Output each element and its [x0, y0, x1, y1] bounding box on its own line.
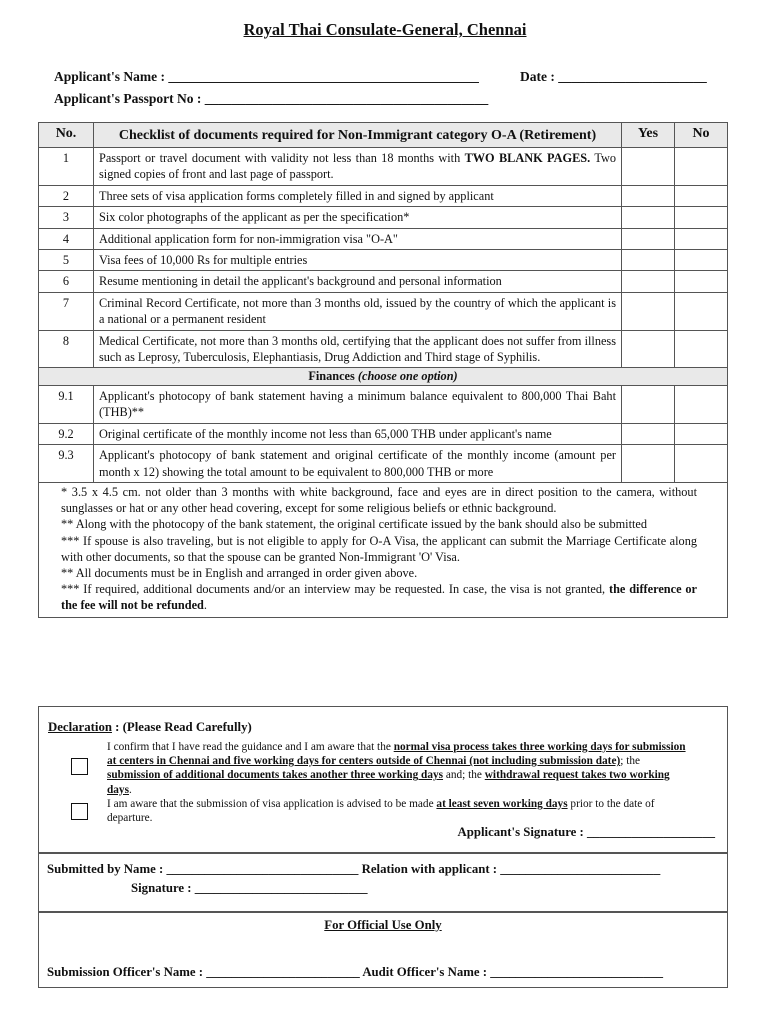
row-text	[94, 148, 622, 186]
row-text: Medical Certificate, not more than 3 months old, certifying that the applicant does not suffer from illness such as Leprosy, Tuberculosis, Elephantiasis, Drug Addiction and Third stage of Syphilis.	[94, 330, 622, 368]
table-row	[39, 385, 728, 423]
applicant-name-field[interactable]: ______________________________________________	[168, 69, 479, 84]
table-row	[39, 207, 728, 228]
submission-officer-label: Submission Officer's Name :	[47, 965, 204, 979]
confirm-advance-submission-checkbox[interactable]	[71, 803, 88, 820]
applicant-signature-field[interactable]: ____________________	[587, 825, 715, 839]
no-cell[interactable]	[675, 207, 728, 228]
yes-cell[interactable]	[622, 228, 675, 249]
submitted-signature-line	[131, 881, 368, 896]
row-text: Visa fees of 10,000 Rs for multiple entries	[94, 250, 622, 271]
row-number: 4	[39, 228, 94, 249]
relation-label: Relation with applicant :	[361, 862, 498, 876]
applicant-name-label: Applicant's Name :	[54, 69, 165, 84]
decl-text: prior to the date of departure.	[107, 798, 655, 825]
decl-underlined: submission of additional documents takes another three working days	[107, 769, 444, 782]
row-text-part: Passport or travel document with validity not less than 18 months with	[99, 151, 461, 165]
table-row	[39, 250, 728, 271]
col-header-yes: Yes	[622, 123, 675, 148]
yes-cell[interactable]	[622, 423, 675, 444]
row-number: 8	[39, 330, 94, 368]
row-text: Applicant's photocopy of bank statement and original certificate of the monthly income (amount per month x 12) showing the total amount to be equivalent to 800,000 THB or more	[94, 445, 622, 483]
submitted-name-label: Submitted by Name :	[47, 862, 164, 876]
applicant-signature-line	[457, 825, 715, 840]
yes-cell[interactable]	[622, 385, 675, 423]
row-text: Six color photographs of the applicant as per the specification*	[94, 207, 622, 228]
submitted-name-line	[47, 862, 660, 877]
yes-cell[interactable]	[622, 330, 675, 368]
row-number: 1	[39, 148, 94, 186]
passport-label: Applicant's Passport No :	[54, 91, 202, 106]
declaration-box	[38, 706, 728, 853]
note-spouse: *** If spouse is also traveling, but is not eligible to apply for O-A Visa, the applicant can submit the Marriage Certificate along with other documents, so that the spouse can be granted Non-Immigrant 'O' Visa.	[61, 533, 697, 564]
finances-row	[39, 368, 728, 385]
col-header-no-answer: No	[675, 123, 728, 148]
declaration-paragraph-1	[107, 740, 692, 797]
row-number: 9.2	[39, 423, 94, 444]
note-bank-certificate: ** Along with the photocopy of the bank statement, the original certificate issued by the bank should also be submitted	[61, 517, 648, 532]
yes-cell[interactable]	[622, 148, 675, 186]
yes-cell[interactable]	[622, 250, 675, 271]
official-use-heading: For Official Use Only	[324, 918, 442, 932]
row-text-part: Two signed copies of front and last page of passport.	[99, 151, 616, 182]
date-label: Date :	[520, 69, 555, 84]
applicant-signature-label: Applicant's Signature :	[457, 825, 584, 839]
no-cell[interactable]	[675, 185, 728, 206]
note-additional-documents	[61, 581, 697, 613]
date-field[interactable]: ______________________	[558, 69, 707, 84]
table-row	[39, 271, 728, 292]
note-text: *** If required, additional documents and/or an interview may be requested. In case, the visa is not granted,	[61, 582, 606, 597]
row-number: 2	[39, 185, 94, 206]
no-cell[interactable]	[675, 250, 728, 271]
decl-text: I confirm that I have read the guidance and I am aware that the	[107, 741, 391, 753]
page-title: Royal Thai Consulate-General, Chennai	[243, 20, 527, 39]
row-text: Criminal Record Certificate, not more than 3 months old, issued by the country of which the applicant is a national or a permanent resident	[94, 292, 622, 330]
relation-field[interactable]: _________________________	[500, 862, 661, 876]
yes-cell[interactable]	[622, 207, 675, 228]
decl-text: .	[128, 783, 132, 796]
table-row	[39, 148, 728, 186]
officers-line	[47, 965, 663, 980]
table-row	[39, 292, 728, 330]
no-cell[interactable]	[675, 385, 728, 423]
row-text: Original certificate of the monthly income not less than 65,000 THB under applicant's name	[94, 423, 622, 444]
row-text: Resume mentioning in detail the applicant's background and personal information	[94, 271, 622, 292]
checklist-table	[38, 122, 728, 618]
note-end: .	[203, 598, 207, 613]
row-text: Applicant's photocopy of bank statement having a minimum balance equivalent to 800,000 Thai Baht (THB)**	[94, 385, 622, 423]
yes-cell[interactable]	[622, 445, 675, 483]
row-number: 3	[39, 207, 94, 228]
table-row	[39, 228, 728, 249]
decl-text: and; the	[445, 769, 482, 782]
decl-text: I am aware that the submission of visa application is advised to be made	[107, 798, 434, 810]
col-header-checklist: Checklist of documents required for Non-Immigrant category O-A (Retirement)	[94, 123, 622, 148]
notes-row	[39, 482, 728, 617]
row-number: 9.1	[39, 385, 94, 423]
note-photo-spec: * 3.5 x 4.5 cm. not older than 3 months with white background, face and eyes are in direct position to the camera, without sunglasses or hat or any other head covering, except for some religious beliefs or ethnic background.	[61, 484, 697, 516]
row-number: 7	[39, 292, 94, 330]
declaration-heading: Declaration	[48, 720, 112, 734]
finances-heading	[39, 368, 728, 385]
decl-underlined: at least seven working days	[436, 798, 568, 810]
yes-cell[interactable]	[622, 271, 675, 292]
finances-label: Finances	[308, 369, 355, 384]
row-number: 6	[39, 271, 94, 292]
note-english: ** All documents must be in English and arranged in order given above.	[61, 565, 418, 580]
no-cell[interactable]	[675, 271, 728, 292]
row-text: Additional application form for non-immigration visa "O-A"	[94, 228, 622, 249]
row-text: Three sets of visa application forms completely filled in and signed by applicant	[94, 185, 622, 206]
no-cell[interactable]	[675, 445, 728, 483]
passport-field[interactable]: __________________________________________	[204, 91, 489, 106]
audit-officer-label: Audit Officer's Name :	[362, 965, 488, 979]
declaration-heading-rest: : (Please Read Carefully)	[115, 720, 252, 734]
col-header-no: No.	[39, 123, 94, 148]
table-row	[39, 445, 728, 483]
no-cell[interactable]	[675, 292, 728, 330]
yes-cell[interactable]	[622, 292, 675, 330]
official-use-box	[38, 912, 728, 988]
applicant-name-line	[54, 69, 479, 85]
passport-line	[54, 91, 488, 107]
submitted-signature-label: Signature :	[131, 881, 192, 895]
no-cell[interactable]	[675, 228, 728, 249]
confirm-guidance-checkbox[interactable]	[71, 758, 88, 775]
note-bold: the difference or the fee will not be refunded	[61, 582, 698, 613]
submitted-by-box	[38, 853, 728, 912]
row-text-bold: TWO BLANK PAGES.	[464, 151, 591, 165]
row-number: 5	[39, 250, 94, 271]
table-row	[39, 423, 728, 444]
declaration-heading-line	[48, 720, 252, 735]
notes-cell	[39, 482, 728, 617]
date-line	[520, 69, 707, 85]
audit-officer-field[interactable]: ___________________________	[490, 965, 664, 979]
table-header-row	[39, 123, 728, 148]
no-cell[interactable]	[675, 423, 728, 444]
table-row	[39, 185, 728, 206]
row-number: 9.3	[39, 445, 94, 483]
finances-choose: (choose one option)	[357, 369, 458, 384]
submitted-signature-field[interactable]: ___________________________	[194, 881, 368, 895]
submission-officer-field[interactable]: ________________________	[206, 965, 360, 979]
official-use-heading-wrap	[39, 918, 727, 933]
decl-underlined: normal visa process takes three working days for submission at centers in Chennai and five working days for centers outside of Chennai (not including submission date)	[107, 741, 686, 768]
submitted-name-field[interactable]: ______________________________	[166, 862, 359, 876]
decl-text: ; the	[620, 755, 640, 768]
no-cell[interactable]	[675, 330, 728, 368]
yes-cell[interactable]	[622, 185, 675, 206]
decl-underlined: withdrawal request takes two working days	[107, 769, 670, 796]
no-cell[interactable]	[675, 148, 728, 186]
table-row	[39, 330, 728, 368]
declaration-paragraph-2	[107, 797, 692, 825]
